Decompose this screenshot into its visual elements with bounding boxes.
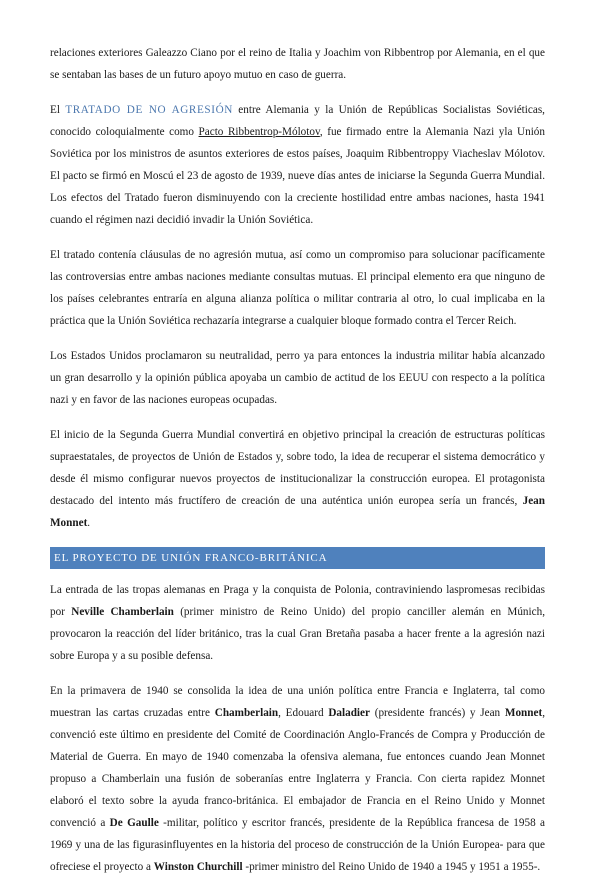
paragraph-text: -militar, político y escritor francés, presidente de la República francesa de 1958 a 1969 y una de las figurasinfluyentes en la historia del proceso de construcción de la Unión Europea- para que ofreciese el proyecto a: [50, 817, 545, 873]
paragraph-text: , fue firmado entre la Alemania Nazi yla Unión Soviética por los ministros de asuntos exteriores de estos países, Joaquim Ribbentroppy Viacheslav Mólotov. El pacto se firmó en Moscú el 23 de agosto de 1939, nueve días antes de iniciarse la Segunda Guerra Mundial. Los efectos del Tratado fueron disminuyendo con la creciente hostilidad entre ambas naciones, hasta 1941 cuando el régimen nazi decidió invadir la Unión Soviética.: [50, 126, 545, 226]
paragraph-text: entre Alemania y la Unión de Repúblicas Socialistas Soviéticas, conocido coloquialmente como: [50, 104, 545, 138]
paragraph-intro-continuation: [50, 42, 545, 86]
document-page: [50, 42, 545, 891]
paragraph-text: El inicio de la Segunda Guerra Mundial convertirá en objetivo principal la creación de estructuras políticas supraestatales, de proyectos de Unión de Estados y, sobre todo, la idea de recuperar el sistema democrático y desde él mismo configurar nuevos proyectos de institucionalizar la construcción europea. El protagonista destacado del intento más fructífero de creación de una auténtica unión europea sería un francés,: [50, 429, 545, 507]
paragraph-text: La entrada de las tropas alemanas en Praga y la conquista de Polonia, contraviniendo laspromesas recibidas por: [50, 584, 545, 618]
bold-name-churchill: Winston Churchill: [153, 861, 243, 873]
bold-name-monnet: Monnet: [504, 707, 543, 719]
paragraph-text: -primer ministro del Reino Unido de 1940 a 1945 y 1951 a 1955-.: [242, 861, 541, 873]
paragraph-text: (primer ministro de Reino Unido) del propio canciller alemán en Múnich, provocaron la reacción del líder británico, tras la cual Gran Bretaña pasaba a hacer frente a la agresión nazi sobre Europa y a su posible defensa.: [50, 606, 545, 662]
bold-name-chamberlain: Chamberlain: [214, 707, 279, 719]
paragraph-treaty-clauses: [50, 244, 545, 332]
paragraph-chamberlain-reaction: [50, 579, 545, 667]
bold-name-chamberlain: Neville Chamberlain: [71, 606, 174, 618]
bold-name-jean-monnet: Jean Monnet: [50, 495, 545, 529]
paragraph-wwii-european-project: [50, 424, 545, 534]
paragraph-us-neutrality: [50, 345, 545, 411]
paragraph-text: El tratado contenía cláusulas de no agresión mutua, así como un compromiso para solucionar pacíficamente las controversias entre ambas naciones mediante consultas mutuas. El principal elemento era que ninguno de los países celebrantes entraría en alguna alianza política o militar contraria al otro, lo cual implicaba en la práctica que la Unión Soviética rechazaría integrarse a cualquier bloque formado contra el Tercer Reich.: [50, 249, 545, 327]
bold-name-de-gaulle: De Gaulle: [109, 817, 159, 829]
paragraph-text: , convenció este último en presidente del Comité de Coordinación Anglo-Francés de Compra y Producción de Material de Guerra. En mayo de 1940 comenzaba la ofensiva alemana, fue entonces cuando Jean Monnet propuso a Chamberlain una fusión de soberanías entre Inglaterra y Francia. Con cierta rapidez Monnet elaboró el texto sobre la ayuda franco-británica. El embajador de Francia en el Reino Unido y Monnet convenció a: [50, 707, 545, 829]
paragraph-text: .: [87, 517, 91, 529]
pact-link[interactable]: Pacto Ribbentrop-Mólotov: [198, 126, 320, 138]
paragraph-text: El: [50, 104, 66, 116]
paragraph-text: , Edouard: [278, 707, 329, 719]
paragraph-text: (presidente francés) y Jean: [369, 707, 505, 719]
section-heading: EL PROYECTO DE UNIÓN FRANCO-BRITÁNICA: [50, 547, 545, 569]
paragraph-non-aggression-treaty: [50, 99, 545, 231]
paragraph-text: relaciones exteriores Galeazzo Ciano por el reino de Italia y Joachim von Ribbentrop por Alemania, en el que se sentaban las bases de un futuro apoyo mutuo en caso de guerra.: [50, 47, 545, 81]
bold-name-daladier: Daladier: [328, 707, 370, 719]
paragraph-text: En la primavera de 1940 se consolida la idea de una unión política entre Francia e Inglaterra, tal como muestran las cartas cruzadas entre: [50, 685, 545, 719]
paragraph-text: Los Estados Unidos proclamaron su neutralidad, perro ya para entonces la industria militar había alcanzado un gran desarrollo y la opinión pública apoyaba un cambio de actitud de los EEUU con respecto a la política nazi y en favor de las naciones europeas ocupadas.: [50, 350, 545, 406]
paragraph-franco-british-union: [50, 680, 545, 878]
treaty-title-highlight: TRATADO DE NO AGRESIÓN: [65, 104, 233, 116]
